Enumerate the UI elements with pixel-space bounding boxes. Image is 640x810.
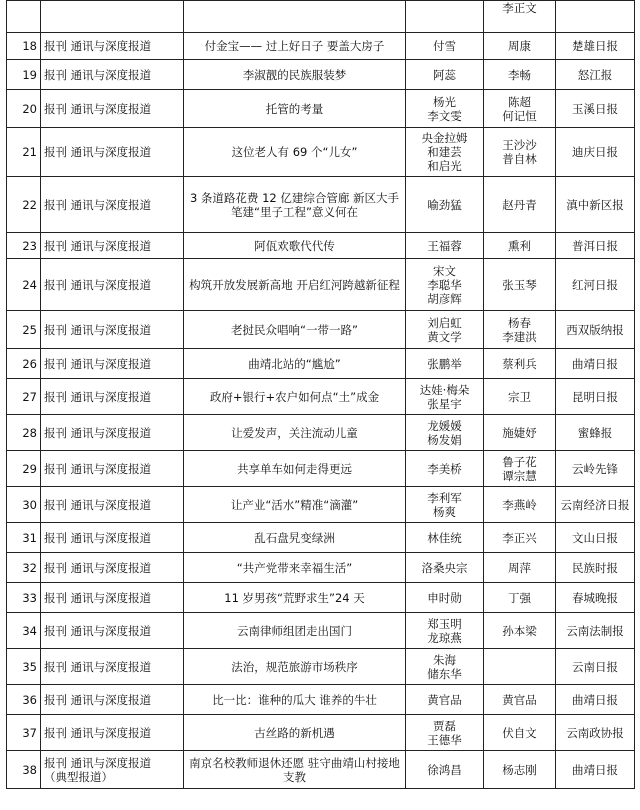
publisher-cell: 云岭先锋 <box>556 451 635 487</box>
editor-cell: 张玉琴 <box>484 259 556 311</box>
row-number: 33 <box>7 583 41 613</box>
row-number: 29 <box>7 451 41 487</box>
category-cell: 报刊 通讯与深度报道 <box>41 649 184 685</box>
row-number <box>7 1 41 33</box>
publisher-cell: 曲靖日报 <box>556 685 635 715</box>
category-cell: 报刊 通讯与深度报道 <box>41 33 184 60</box>
publisher-cell: 红河日报 <box>556 259 635 311</box>
editor-cell: 赵丹青 <box>484 177 556 233</box>
title-cell: 让产业“活水”精准“滴灌” <box>184 487 406 523</box>
row-number: 32 <box>7 553 41 583</box>
header-row <box>7 1 635 33</box>
category-cell: 报刊 通讯与深度报道 <box>41 583 184 613</box>
publisher-cell: 昆明日报 <box>556 379 635 415</box>
title-cell: 付金宝—— 过上好日子 要盖大房子 <box>184 33 406 60</box>
category-cell: 报刊 通讯与深度报道 <box>41 553 184 583</box>
category-cell: 报刊 通讯与深度报道 <box>41 613 184 649</box>
table-row <box>7 583 635 613</box>
table-row <box>7 379 635 415</box>
title-cell: 阿佤欢歌代代传 <box>184 233 406 259</box>
category-cell: 报刊 通讯与深度报道 <box>41 487 184 523</box>
table-row <box>7 523 635 553</box>
table-row <box>7 487 635 523</box>
category-cell: 报刊 通讯与深度报道 <box>41 715 184 751</box>
title-cell: 法治，规范旅游市场秩序 <box>184 649 406 685</box>
category-cell: 报刊 通讯与深度报道 <box>41 349 184 379</box>
author-cell: 达娃·梅朵 张星宇 <box>406 379 484 415</box>
table-row <box>7 415 635 451</box>
row-number: 38 <box>7 751 41 789</box>
title-cell <box>184 1 406 33</box>
author-cell: 阿蕊 <box>406 60 484 90</box>
title-cell: 老挝民众唱响“一带一路” <box>184 311 406 349</box>
table-row <box>7 751 635 789</box>
author-cell: 付雪 <box>406 33 484 60</box>
row-number: 28 <box>7 415 41 451</box>
title-cell: 托管的考量 <box>184 90 406 128</box>
row-number: 26 <box>7 349 41 379</box>
title-cell: 古丝路的新机遇 <box>184 715 406 751</box>
row-number: 25 <box>7 311 41 349</box>
author-cell: 徐鸿昌 <box>406 751 484 789</box>
editor-cell: 黄官品 <box>484 685 556 715</box>
category-cell: 报刊 通讯与深度报道 （典型报道） <box>41 751 184 789</box>
publisher-cell: 云南政协报 <box>556 715 635 751</box>
row-number: 35 <box>7 649 41 685</box>
awards-table-body <box>7 1 635 789</box>
row-number: 24 <box>7 259 41 311</box>
category-cell: 报刊 通讯与深度报道 <box>41 311 184 349</box>
title-cell: 这位老人有 69 个“儿女” <box>184 128 406 177</box>
row-number: 21 <box>7 128 41 177</box>
table-row <box>7 177 635 233</box>
editor-cell: 鲁子花 谭宗慧 <box>484 451 556 487</box>
table-row <box>7 451 635 487</box>
table-row <box>7 60 635 90</box>
publisher-cell: 曲靖日报 <box>556 751 635 789</box>
editor-cell: 丁强 <box>484 583 556 613</box>
editor-cell: 宗卫 <box>484 379 556 415</box>
author-cell: 王福蓉 <box>406 233 484 259</box>
table-row <box>7 90 635 128</box>
title-cell: 构筑开放发展新高地 开启红河跨越新征程 <box>184 259 406 311</box>
editor-cell: 伏自文 <box>484 715 556 751</box>
author-cell: 杨光 李文雯 <box>406 90 484 128</box>
title-cell: 李淑靓的民族服装梦 <box>184 60 406 90</box>
publisher-cell: 楚雄日报 <box>556 33 635 60</box>
editor-cell: 王沙沙 普自林 <box>484 128 556 177</box>
author-cell <box>406 1 484 33</box>
title-cell: 让爱发声，关注流动儿童 <box>184 415 406 451</box>
editor-cell: 孙本梁 <box>484 613 556 649</box>
author-cell: 张鹏举 <box>406 349 484 379</box>
category-cell: 报刊 通讯与深度报道 <box>41 685 184 715</box>
publisher-cell: 民族时报 <box>556 553 635 583</box>
table-row <box>7 553 635 583</box>
title-cell: 乱石盘旯变绿洲 <box>184 523 406 553</box>
editor-cell: 李正兴 <box>484 523 556 553</box>
editor-cell: 周萍 <box>484 553 556 583</box>
row-number: 37 <box>7 715 41 751</box>
table-row <box>7 233 635 259</box>
publisher-cell: 西双版纳报 <box>556 311 635 349</box>
publisher-cell: 蜜蜂报 <box>556 415 635 451</box>
title-cell: 共享单车如何走得更远 <box>184 451 406 487</box>
title-cell: 3 条道路花费 12 亿建综合管廊 新区大手笔建“里子工程”意义何在 <box>184 177 406 233</box>
table-row <box>7 259 635 311</box>
row-number: 31 <box>7 523 41 553</box>
publisher-cell: 曲靖日报 <box>556 349 635 379</box>
category-cell: 报刊 通讯与深度报道 <box>41 233 184 259</box>
publisher-cell: 文山日报 <box>556 523 635 553</box>
table-row <box>7 349 635 379</box>
author-cell: 申时勋 <box>406 583 484 613</box>
editor-cell: 熏利 <box>484 233 556 259</box>
category-cell: 报刊 通讯与深度报道 <box>41 259 184 311</box>
author-cell: 龙媛媛 杨发娟 <box>406 415 484 451</box>
publisher-cell: 玉溪日报 <box>556 90 635 128</box>
title-cell: 11 岁男孩“荒野求生”24 天 <box>184 583 406 613</box>
category-cell: 报刊 通讯与深度报道 <box>41 177 184 233</box>
category-cell <box>41 1 184 33</box>
table-row <box>7 715 635 751</box>
row-number: 34 <box>7 613 41 649</box>
row-number: 30 <box>7 487 41 523</box>
row-number: 23 <box>7 233 41 259</box>
editor-cell: 李正文 <box>484 1 556 33</box>
author-cell: 李美桥 <box>406 451 484 487</box>
publisher-cell: 普洱日报 <box>556 233 635 259</box>
table-row <box>7 685 635 715</box>
title-cell: 政府+银行+农户如何点“土”成金 <box>184 379 406 415</box>
row-number: 18 <box>7 33 41 60</box>
awards-table-page <box>6 0 634 789</box>
publisher-cell: 怒江报 <box>556 60 635 90</box>
editor-cell: 周康 <box>484 33 556 60</box>
publisher-cell: 滇中新区报 <box>556 177 635 233</box>
author-cell: 贾磊 王德华 <box>406 715 484 751</box>
category-cell: 报刊 通讯与深度报道 <box>41 451 184 487</box>
category-cell: 报刊 通讯与深度报道 <box>41 523 184 553</box>
publisher-cell: 迪庆日报 <box>556 128 635 177</box>
editor-cell: 陈超 何记恒 <box>484 90 556 128</box>
publisher-cell: 春城晚报 <box>556 583 635 613</box>
title-cell: 曲靖北站的“尴尬” <box>184 349 406 379</box>
editor-cell: 李畅 <box>484 60 556 90</box>
category-cell: 报刊 通讯与深度报道 <box>41 379 184 415</box>
author-cell: 洛桑央宗 <box>406 553 484 583</box>
row-number: 19 <box>7 60 41 90</box>
publisher-cell <box>556 1 635 33</box>
table-row <box>7 311 635 349</box>
category-cell: 报刊 通讯与深度报道 <box>41 60 184 90</box>
author-cell: 林佳统 <box>406 523 484 553</box>
title-cell: 云南律师组团走出国门 <box>184 613 406 649</box>
title-cell: “共产党带来幸福生活” <box>184 553 406 583</box>
editor-cell: 施婕妤 <box>484 415 556 451</box>
author-cell: 刘启虹 黄文学 <box>406 311 484 349</box>
row-number: 27 <box>7 379 41 415</box>
editor-cell: 杨春 李建洪 <box>484 311 556 349</box>
title-cell: 比一比：谁种的瓜大 谁养的牛壮 <box>184 685 406 715</box>
editor-cell: 杨志刚 <box>484 751 556 789</box>
author-cell: 朱海 储东华 <box>406 649 484 685</box>
awards-table <box>6 0 635 789</box>
editor-cell <box>484 649 556 685</box>
row-number: 36 <box>7 685 41 715</box>
table-row <box>7 613 635 649</box>
publisher-cell: 云南经济日报 <box>556 487 635 523</box>
publisher-cell: 云南日报 <box>556 649 635 685</box>
author-cell: 李利军 杨爽 <box>406 487 484 523</box>
publisher-cell: 云南法制报 <box>556 613 635 649</box>
category-cell: 报刊 通讯与深度报道 <box>41 128 184 177</box>
category-cell: 报刊 通讯与深度报道 <box>41 90 184 128</box>
author-cell: 黄官品 <box>406 685 484 715</box>
author-cell: 宋文 李聪华 胡彦辉 <box>406 259 484 311</box>
author-cell: 郑玉明 龙琼燕 <box>406 613 484 649</box>
row-number: 22 <box>7 177 41 233</box>
title-cell: 南京名校教师退休还愿 驻守曲靖山村接地支教 <box>184 751 406 789</box>
table-row <box>7 649 635 685</box>
editor-cell: 蔡利兵 <box>484 349 556 379</box>
category-cell: 报刊 通讯与深度报道 <box>41 415 184 451</box>
row-number: 20 <box>7 90 41 128</box>
table-row <box>7 33 635 60</box>
table-row <box>7 128 635 177</box>
author-cell: 央金拉姆 和建芸 和启光 <box>406 128 484 177</box>
editor-cell: 李燕岭 <box>484 487 556 523</box>
author-cell: 喻劲猛 <box>406 177 484 233</box>
